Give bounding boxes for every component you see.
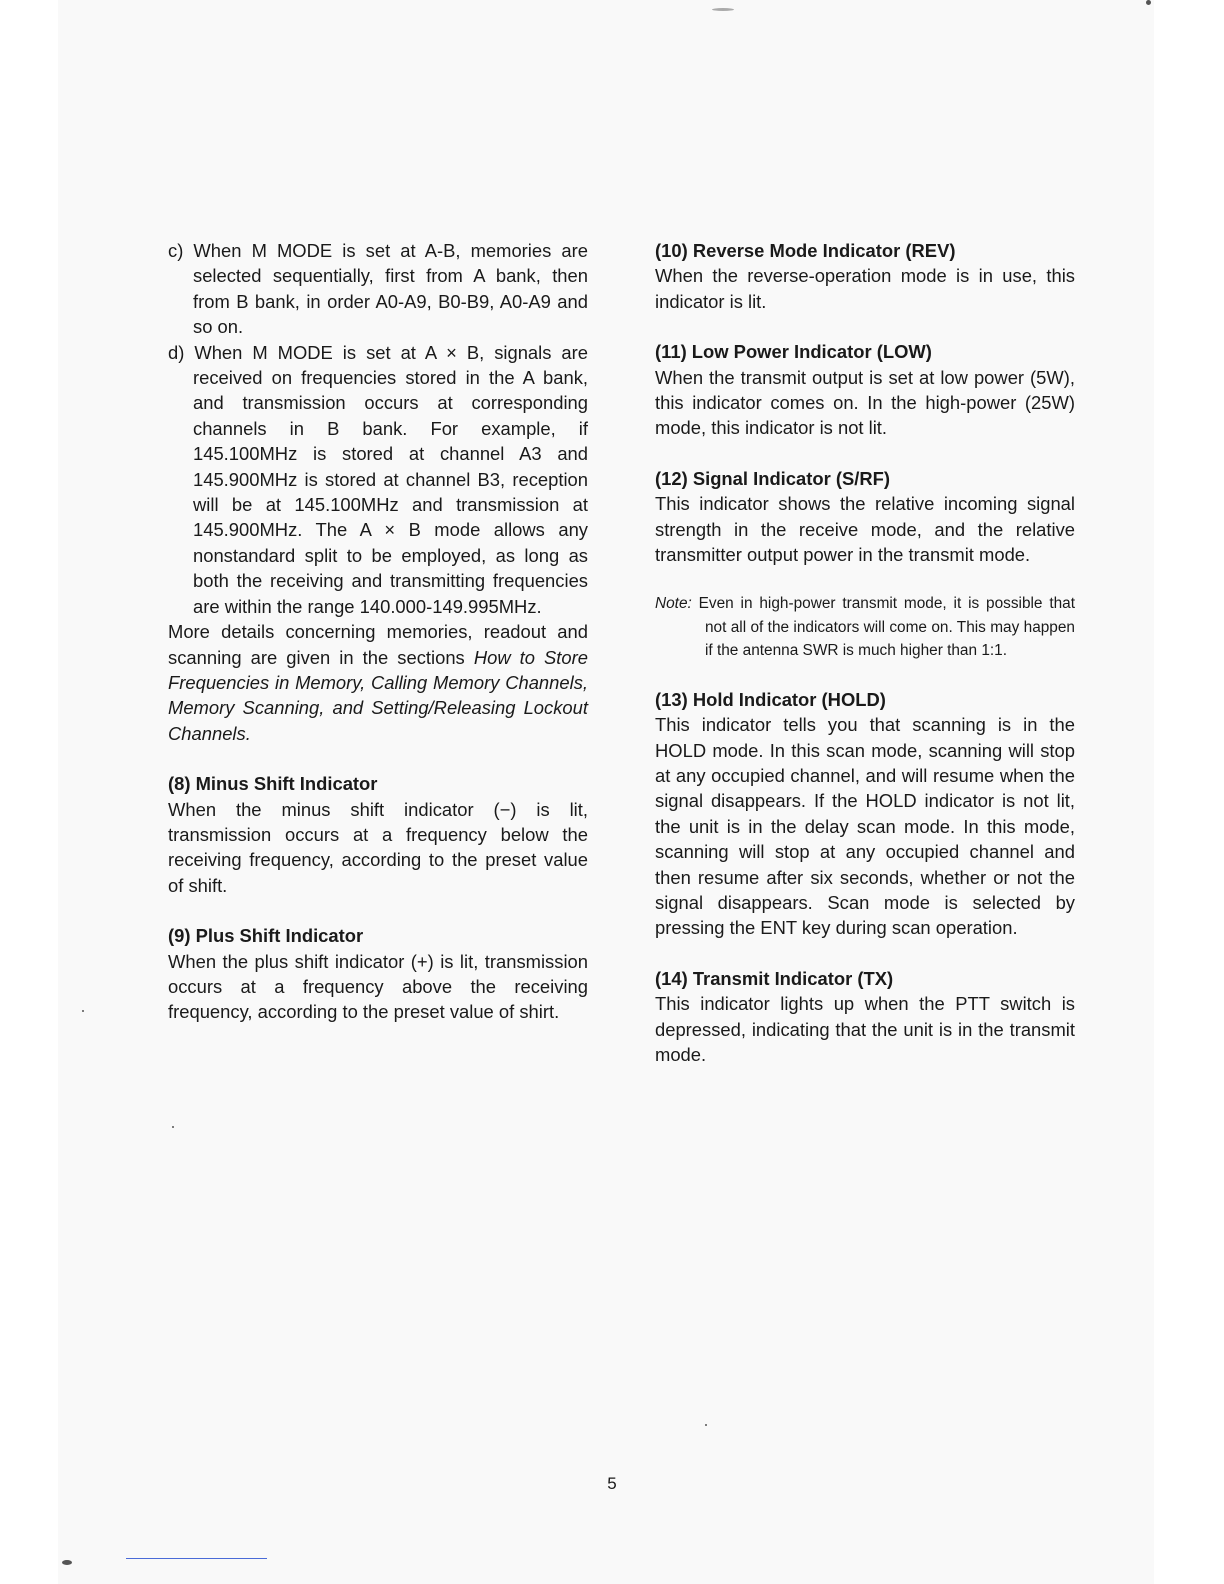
section-body: This indicator tells you that scanning is in the HOLD mode. In this scan mode, scanning will stop at any occupied channel, and will resume when the signal disappears. If the HOLD indicator is not lit, the unit is in the delay scan mode. In this mode, scanning will stop at any occupied channel and then resume after six seconds, whether or not the signal disappears. Scan mode is selected by pressing the ENT key during scan operation. <box>655 714 1075 939</box>
section-body: When the transmit output is set at low power (5W), this indicator comes on. In the high-power (25W) mode, this indicator is not lit. <box>655 366 1075 439</box>
left-column <box>168 238 588 1050</box>
section-transmit <box>655 966 1075 1068</box>
note-body: Even in high-power transmit mode, it is possible that not all of the indicators will come on. This may happen if the antenna SWR is much higher than 1:1. <box>698 595 1075 660</box>
section-body: This indicator lights up when the PTT switch is depressed, indicating that the unit is in the transmit mode. <box>655 993 1075 1065</box>
footer-line <box>126 1558 267 1559</box>
note-label: Note: <box>655 595 692 613</box>
more-details-paragraph <box>168 619 588 746</box>
section-body: When the plus shift indicator (+) is lit, transmission occurs at a frequency above the receiving frequency, according to the preset value of shirt. <box>168 950 588 1023</box>
scan-speck <box>712 8 734 11</box>
section-hold <box>655 687 1075 941</box>
section-minus-shift <box>168 771 588 898</box>
section-body: When the reverse-operation mode is in use, this indicator is lit. <box>655 265 1075 312</box>
section-heading: (11) Low Power Indicator (LOW) <box>655 341 932 363</box>
scan-speck <box>1146 0 1151 5</box>
section-heading: (14) Transmit Indicator (TX) <box>655 967 894 989</box>
section-heading: (10) Reverse Mode Indicator (REV) <box>655 240 956 261</box>
section-heading: (9) Plus Shift Indicator <box>168 925 364 947</box>
scan-speck <box>62 1560 72 1565</box>
list-item-c: c) When M MODE is set at A-B, memories are selected sequentially, first from A bank, then from B bank, in order A0-A9, B0-B9, A0-A9 and so on. <box>168 240 588 338</box>
page-number: 5 <box>607 1474 617 1493</box>
list-item-d: d) When M MODE is set at A × B, signals are received on frequencies stored in the A bank, and transmission occurs at corresponding channels in B bank. For example, if 145.100MHz is stored at channel A3 and 145.900MHz is stored at channel B3, reception will be at 145.100MHz and transmission at 145.900MHz. The A × B mode allows any nonstandard split to be employed, as long as both the receiving and transmitting frequencies are within the range 140.000-149.995MHz. <box>168 341 588 617</box>
section-references: How to Store Frequencies in Memory, Calling Memory Channels, Memory Scanning, and Setting/Releasing Lockout Channels. <box>168 646 588 744</box>
scan-speck <box>172 1126 174 1128</box>
note-paragraph <box>655 592 1075 662</box>
section-reverse-mode <box>655 238 1075 314</box>
section-low-power <box>655 339 1075 441</box>
section-signal <box>655 466 1075 568</box>
section-body: When the minus shift indicator (−) is lit, transmission occurs at a frequency below the receiving frequency, according to the preset value of shift. <box>168 798 588 896</box>
section-body: This indicator shows the relative incoming signal strength in the receive mode, and the relative transmitter output power in the transmit mode. <box>655 493 1075 566</box>
scan-speck <box>82 1010 84 1012</box>
section-heading: (8) Minus Shift Indicator <box>168 773 378 795</box>
scan-speck <box>705 1424 707 1426</box>
right-column <box>655 238 1075 1092</box>
section-plus-shift <box>168 923 588 1025</box>
section-heading: (13) Hold Indicator (HOLD) <box>655 688 886 710</box>
more-details-text: More details concerning memories, readout and scanning are given in the sections <box>168 621 588 668</box>
section-heading: (12) Signal Indicator (S/RF) <box>655 467 891 489</box>
